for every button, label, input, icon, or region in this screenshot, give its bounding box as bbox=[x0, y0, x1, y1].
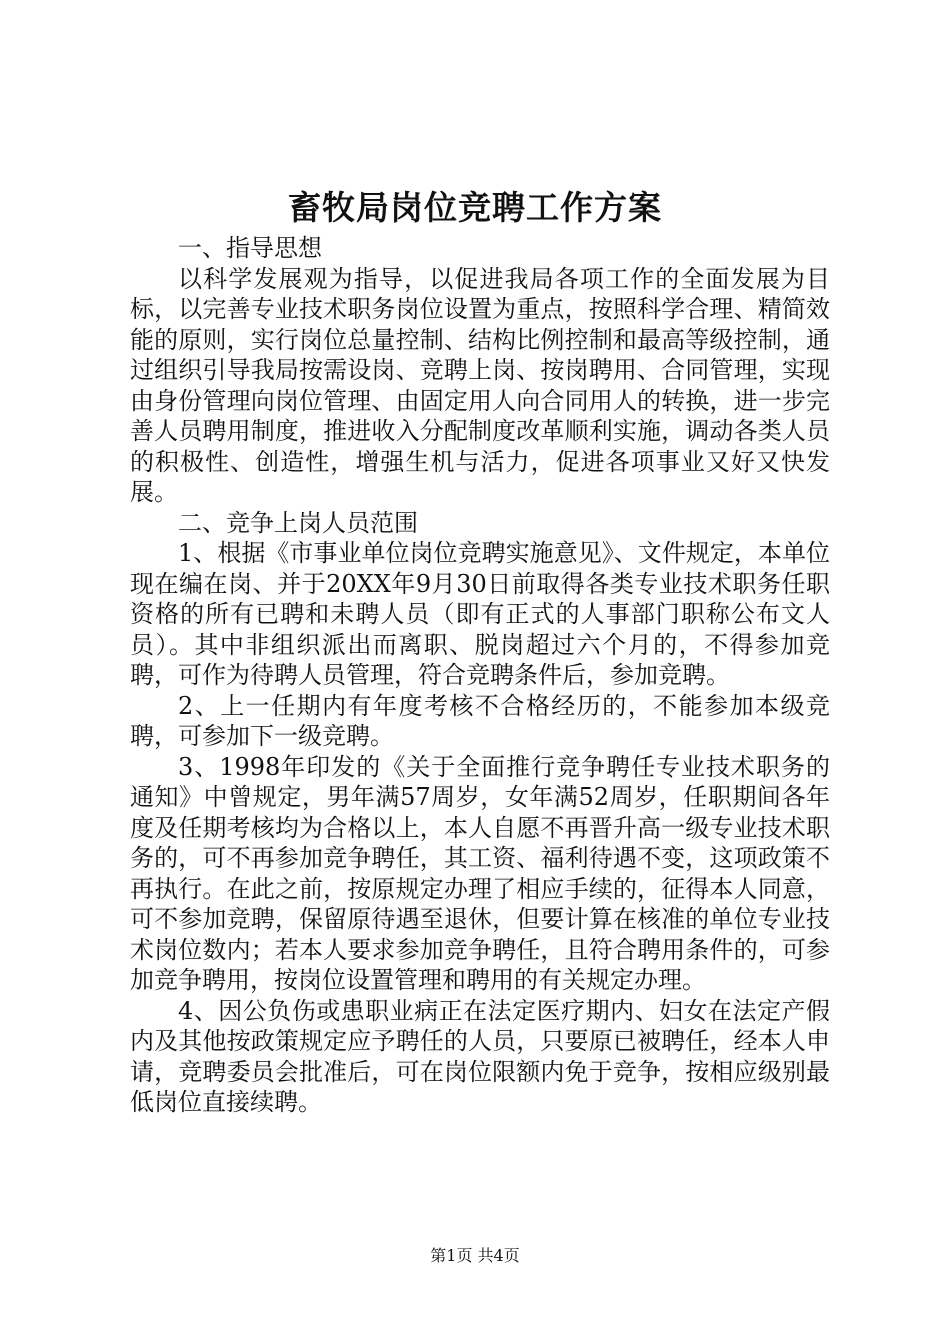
paragraph: 3、1998年印发的《关于全面推行竞争聘任专业技术职务的通知》中曾规定，男年满57周岁，女年满52周岁，任职期间各年度及任期考核均为合格以上，本人自愿不再晋升高一级专业技术职务的，可不再参加竞争聘任，其工资、福利待遇不变，这项政策不再执行。在此之前，按原规定办理了相应手续的，征得本人同意，可不参加竞聘，保留原待遇至退休，但要计算在核准的单位专业技术岗位数内；若本人要求参加竞争聘任，且符合聘用条件的，可参加竞争聘用，按岗位设置管理和聘用的有关规定办理。 bbox=[130, 752, 830, 994]
paragraph: 2、上一任期内有年度考核不合格经历的，不能参加本级竞聘，可参加下一级竞聘。 bbox=[130, 691, 830, 750]
paragraph: 1、根据《市事业单位岗位竞聘实施意见》、文件规定，本单位现在编在岗、并于20XX年9月30日前取得各类专业技术职务任职资格的所有已聘和未聘人员（即有正式的人事部门职称公布文人员）。其中非组织派出而离职、脱岗超过六个月的，不得参加竞聘，可作为待聘人员管理，符合竞聘条件后，参加竞聘。 bbox=[130, 539, 830, 689]
paragraph: 4、因公负伤或患职业病正在法定医疗期内、妇女在法定产假内及其他按政策规定应予聘任的人员，只要原已被聘任，经本人申请，竞聘委员会批准后，可在岗位限额内免于竞争，按相应级别最低岗位直接续聘。 bbox=[130, 996, 830, 1116]
page-footer: 第1页 共4页 bbox=[430, 1246, 520, 1265]
document-title: 畜牧局岗位竞聘工作方案 bbox=[288, 188, 662, 227]
section-heading: 二、竞争上岗人员范围 bbox=[178, 508, 418, 537]
section-heading: 一、指导思想 bbox=[178, 234, 322, 262]
document-body bbox=[130, 233, 830, 1118]
paragraph: 以科学发展观为指导，以促进我局各项工作的全面发展为目标，以完善专业技术职务岗位设置为重点，按照科学合理、精简效能的原则，实行岗位总量控制、结构比例控制和最高等级控制，通过组织引导我局按需设岗、竞聘上岗、按岗聘用、合同管理，实现由身份管理向岗位管理、由固定用人向合同用人的转换，进一步完善人员聘用制度，推进收入分配制度改革顺利实施，调动各类人员的积极性、创造性，增强生机与活力，促进各项事业又好又快发展。 bbox=[130, 264, 830, 506]
